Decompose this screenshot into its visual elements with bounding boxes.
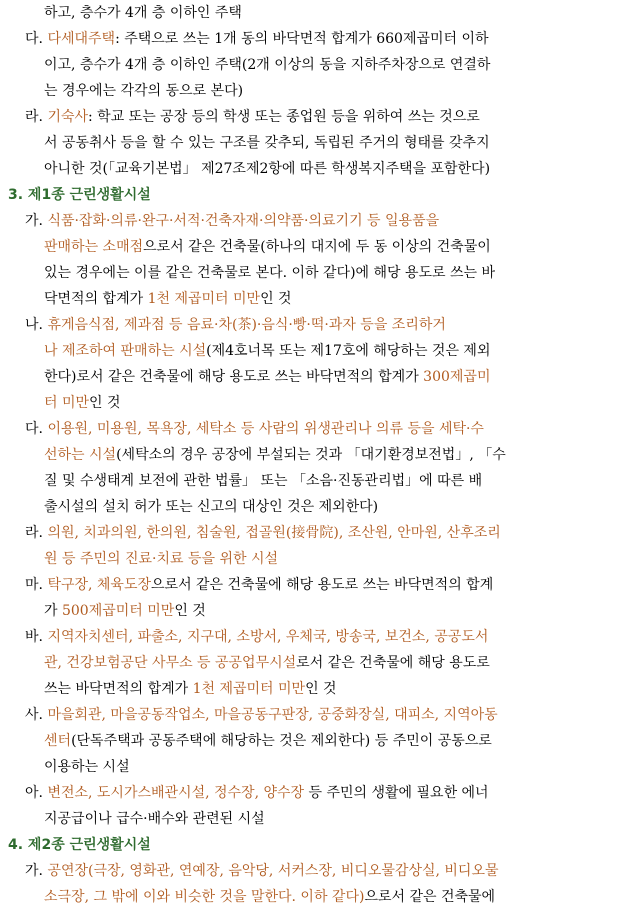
text: : 학교 또는 공장 등의 학생 또는 종업원 등을 위하여 쓰는 것으로 <box>88 109 480 125</box>
highlight-text: 1천 제곱미터 미만 <box>192 681 306 697</box>
term-community: 마을회관, 마을공동작업소, 마을공동구판장, 공중화장실, 대피소, 지역아동 <box>47 707 498 723</box>
term-barber: 이용원, 미용원, 목욕장, 세탁소 등 사람의 위생관리나 의류 등을 세탁·수 <box>47 421 484 437</box>
text: 있는 경우에는 이를 같은 건축물로 본다. 이하 같다)에 해당 용도로 쓰는 바 <box>44 265 496 281</box>
highlight-text: 500제곱미터 미만 <box>61 603 175 619</box>
highlight-text: 나 제조하여 판매하는 시설 <box>44 343 207 359</box>
text: 가 <box>44 603 62 619</box>
list-item-clinic <box>0 520 619 546</box>
text: 로서 같은 건축물에 해당 용도로 <box>296 655 490 671</box>
term-restaurant: 휴게음식점, 제과점 등 음료·차(茶)·음식·빵·떡·과자 등을 조리하거 <box>47 317 446 333</box>
text: 출시설의 설치 허가 또는 신고의 대상인 것은 제외한다) <box>44 499 379 515</box>
section-heading-4: 4. 제2종 근린생활시설 <box>8 837 151 853</box>
text: 인 것 <box>260 291 292 307</box>
text-line <box>0 0 619 26</box>
section-heading-3: 3. 제1종 근린생활시설 <box>8 187 151 203</box>
item-marker: 가. <box>25 863 43 879</box>
text-line <box>0 234 619 260</box>
list-item-dormitory <box>0 104 619 130</box>
term-dormitory: 기숙사 <box>47 109 89 125</box>
text: (세탁소의 경우 공장에 부설되는 것과 「대기환경보전법」, 「수 <box>116 447 506 463</box>
item-marker: 바. <box>25 629 43 645</box>
text: 으로서 같은 건축물에 해당 용도로 쓰는 바닥면적의 합계 <box>151 577 494 593</box>
text: 인 것 <box>89 395 121 411</box>
text: (단독주택과 공동주택에 해당하는 것은 제외한다) 등 주민이 공동으로 <box>71 733 492 749</box>
term-multifamily-housing: 다세대주택 <box>47 31 116 47</box>
list-item-theater <box>0 858 619 884</box>
text: 한다)로서 같은 건축물에 해당 용도로 쓰는 바닥면적의 합계가 <box>44 369 424 385</box>
text-line <box>0 442 619 468</box>
term-public-office: 지역자치센터, 파출소, 지구대, 소방서, 우체국, 방송국, 보건소, 공공도서 <box>47 629 489 645</box>
text-line <box>0 260 619 286</box>
text: 인 것 <box>305 681 337 697</box>
list-item-public-office <box>0 624 619 650</box>
highlight-text: 원 등 주민의 진료·치료 등을 위한 시설 <box>44 551 279 567</box>
item-marker: 다. <box>25 421 43 437</box>
item-marker: 사. <box>25 707 43 723</box>
term-clinic: 의원, 치과의원, 한의원, 침술원, 접골원(接骨院), 조산원, 안마원, 산후조리 <box>47 525 501 541</box>
text-line <box>0 806 619 832</box>
highlight-text: 관, 건강보험공단 사무소 등 공공업무시설 <box>44 655 297 671</box>
item-marker: 가. <box>25 213 43 229</box>
text: 아니한 것(「교육기본법」 제27조제2항에 따른 학생복지주택을 포함한다) <box>44 161 491 177</box>
text-line <box>0 494 619 520</box>
highlight-text: 센터 <box>44 733 72 749</box>
highlight-text: 판매하는 소매점 <box>44 239 144 255</box>
text: 닥면적의 합계가 <box>44 291 148 307</box>
text-line <box>0 156 619 182</box>
text: 서 공동취사 등을 할 수 있는 구조를 갖추되, 독립된 주거의 형태를 갖추지 <box>44 135 490 151</box>
text-line <box>0 468 619 494</box>
text: 이용하는 시설 <box>44 759 130 775</box>
item-marker: 아. <box>25 785 43 801</box>
text: 이고, 층수가 4개 층 이하인 주택(2개 이상의 동을 지하주차장으로 연결하 <box>44 57 491 73</box>
term-sports: 탁구장, 체육도장 <box>47 577 152 593</box>
item-marker: 다. <box>25 31 43 47</box>
text: (제4호너목 또는 제17호에 해당하는 것은 제외 <box>206 343 491 359</box>
highlight-text: 터 미만 <box>44 395 90 411</box>
item-marker: 나. <box>25 317 43 333</box>
text: 으로서 같은 건축물에 <box>364 889 496 905</box>
text-line <box>0 546 619 572</box>
text-line <box>0 130 619 156</box>
highlight-text: 선하는 시설 <box>44 447 117 463</box>
text: 인 것 <box>174 603 206 619</box>
text: 지공급이나 급수·배수와 관련된 시설 <box>44 811 265 827</box>
text-line <box>0 728 619 754</box>
list-item-retail <box>0 208 619 234</box>
list-item-utilities <box>0 780 619 806</box>
text-line <box>0 754 619 780</box>
text-line <box>0 598 619 624</box>
text: : 주택으로 쓰는 1개 동의 바닥면적 합계가 660제곱미터 이하 <box>115 31 489 47</box>
text-line <box>0 338 619 364</box>
list-item-sports <box>0 572 619 598</box>
term-theater: 공연장(극장, 영화관, 연예장, 음악당, 서커스장, 비디오물감상실, 비디오물 <box>47 863 499 879</box>
text: 는 경우에는 각각의 동으로 본다) <box>44 83 244 99</box>
term-retail: 식품·잡화·의류·완구·서적·건축자재·의약품·의료기기 등 일용품을 <box>47 213 440 229</box>
item-marker: 라. <box>25 109 43 125</box>
item-marker: 마. <box>25 577 43 593</box>
text-line <box>0 390 619 416</box>
text: 질 및 수생태계 보전에 관한 법률」 또는 「소음·진동관리법」에 따른 배 <box>44 473 483 489</box>
text-line <box>0 650 619 676</box>
term-utilities: 변전소, 도시가스배관시설, 정수장, 양수장 <box>47 785 305 801</box>
text: 으로서 같은 건축물(하나의 대지에 두 동 이상의 건축물이 <box>143 239 491 255</box>
list-item-restaurant <box>0 312 619 338</box>
highlight-text: 1천 제곱미터 미만 <box>147 291 261 307</box>
list-item-multifamily-housing <box>0 26 619 52</box>
text-line <box>0 52 619 78</box>
text: 쓰는 바닥면적의 합계가 <box>44 681 193 697</box>
text-line <box>0 286 619 312</box>
list-item-community <box>0 702 619 728</box>
text-line <box>0 676 619 702</box>
list-item-barber <box>0 416 619 442</box>
highlight-text: 소극장, 그 밖에 이와 비슷한 것을 말한다. 이하 같다) <box>44 889 365 905</box>
text-line <box>0 78 619 104</box>
highlight-text: 300제곱미 <box>423 369 491 385</box>
text-line <box>0 364 619 390</box>
text: 하고, 층수가 4개 층 이하인 주택 <box>44 5 242 21</box>
item-marker: 라. <box>25 525 43 541</box>
text: 등 주민의 생활에 필요한 에너 <box>304 785 489 801</box>
text-line <box>0 884 619 910</box>
